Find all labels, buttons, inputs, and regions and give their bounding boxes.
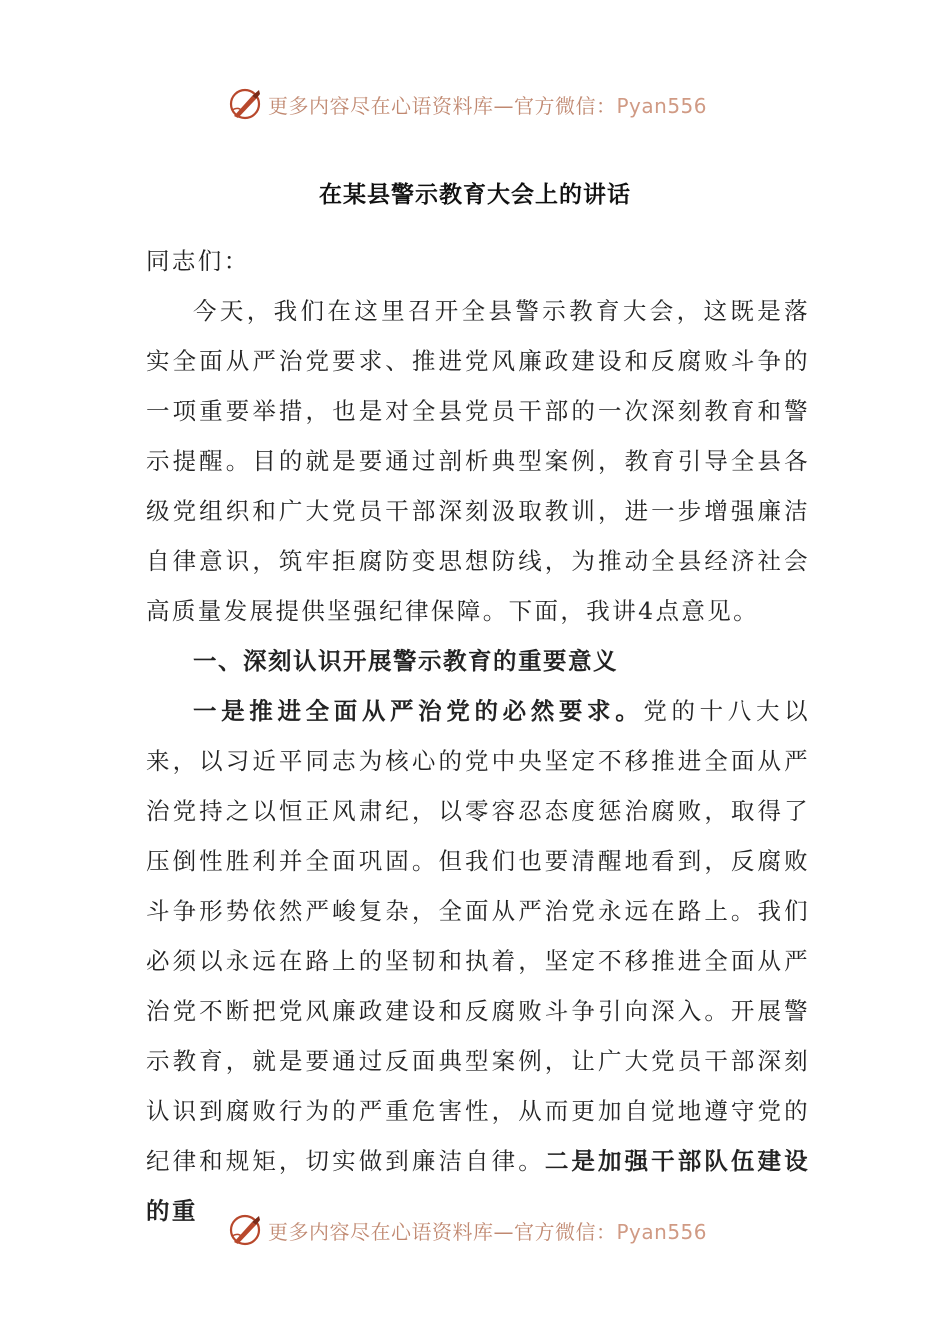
wechat-id: Pyan556 xyxy=(616,93,708,118)
watermark-footer xyxy=(228,1210,748,1250)
section-heading: 一、深刻认识开展警示教育的重要意义 xyxy=(193,647,618,675)
point-paragraph xyxy=(146,686,810,1236)
pen-logo-icon xyxy=(228,86,264,122)
salutation: 同志们： xyxy=(146,247,250,275)
point1-text: 党的十八大以来，以习近平同志为核心的党中央坚定不移推进全面从严治党持之以恒正风肃纪，以零容忍态度惩治腐败，取得了压倒性胜利并全面巩固。但我们也要清醒地看到，反腐败斗争形势依然严峻复杂，全面从严治党永远在路上。我们必须以永远在路上的坚韧和执着，坚定不移推进全面从严治党不断把党风廉政建设和反腐败斗争引向深入。开展警示教育，就是要通过反面典型案例，让广大党员干部深刻认识到腐败行为的严重危害性，从而更加自觉地遵守党的纪律和规矩，切实做到廉洁自律。 xyxy=(146,697,810,1175)
wechat-id: Pyan556 xyxy=(616,1219,708,1244)
pen-logo-icon xyxy=(228,1212,264,1248)
point2-lead: 二是加强干部队伍建设的重 xyxy=(146,1147,810,1225)
watermark-text: 更多内容尽在心语资料库—官方微信：Pyan556 xyxy=(268,1219,708,1244)
watermark-header xyxy=(228,84,748,124)
point1-lead: 一是推进全面从严治党的必然要求。 xyxy=(193,697,644,725)
document-body xyxy=(146,236,810,1236)
document-title: 在某县警示教育大会上的讲话 xyxy=(319,182,631,208)
intro-paragraph: 今天，我们在这里召开全县警示教育大会，这既是落实全面从严治党要求、推进党风廉政建设和反腐败斗争的一项重要举措，也是对全县党员干部的一次深刻教育和警示提醒。目的就是要通过剖析典型案例，教育引导全县各级党组织和广大党员干部深刻汲取教训，进一步增强廉洁自律意识，筑牢拒腐防变思想防线，为推动全县经济社会高质量发展提供坚强纪律保障。下面，我讲4点意见。 xyxy=(146,297,810,625)
watermark-text: 更多内容尽在心语资料库—官方微信：Pyan556 xyxy=(268,93,708,118)
